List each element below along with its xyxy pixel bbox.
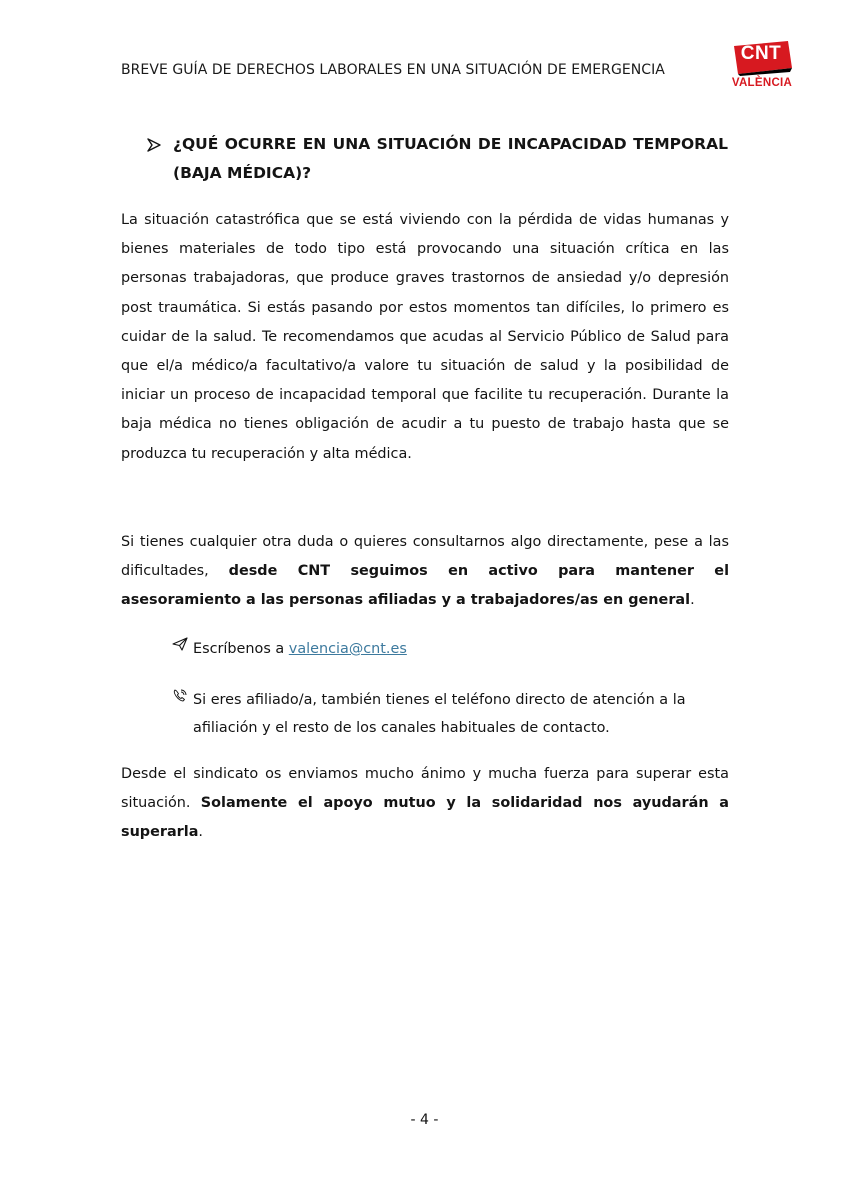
contact-email-text [193,635,729,663]
paragraph-sick-leave: La situación catastrófica que se está viviendo con la pérdida de vidas humanas y bienes materiales de todo tipo está provocando una situación crítica en las personas trabajadoras, que produce graves trastornos de ansiedad y/o depresión post traumática. Si estás pasando por estos momentos tan difíciles, lo primero es cuidar de la salud. Te recomendamos que acudas al Servicio Público de Salud para que el/a médico/a facultativo/a valore tu situación de salud y la posibilidad de iniciar un proceso de incapacidad temporal que facilite tu recuperación. Durante la baja médica no tienes obligación de acudir a tu puesto de trabajo hasta que se produzca tu recuperación y alta médica. [121,212,729,462]
heading-text: ¿QUÉ OCURRE EN UNA SITUACIÓN DE INCAPACIDAD TEMPORAL (BAJA MÉDICA)? [173,135,728,182]
paragraph-closing-end: . [198,824,203,841]
paragraph-contact-bold: desde CNT seguimos en activo para mantener el asesoramiento a las personas afiliadas y a trabajadores/as en general [121,563,729,609]
paragraph-contact [121,528,729,616]
contact-phone-text: Si eres afiliado/a, también tienes el teléfono directo de atención a la afiliación y el resto de los canales habituales de contacto. [193,692,686,736]
email-prefix: Escríbenos a [193,641,289,657]
paper-plane-icon [172,637,188,651]
email-link[interactable]: valencia@cnt.es [288,641,407,657]
logo-text-cnt: CNT [740,43,782,64]
paragraph-contact-end: . [690,592,695,609]
phone-icon [172,688,189,704]
page-number: - 4 - [410,1112,439,1128]
paragraph-closing [121,760,729,848]
paragraph-closing-bold: Solamente el apoyo mutuo y la solidaridad nos ayudarán a superarla [121,795,730,841]
paragraph-contact-text: Si tienes cualquier otra duda o quieres consultarnos algo directamente, pese a las dificultades, [121,534,729,580]
cnt-valencia-logo [730,40,796,92]
header-title: BREVE GUÍA DE DERECHOS LABORALES EN UNA SITUACIÓN DE EMERGENCIA [121,62,665,78]
paragraph-closing-text: Desde el sindicato os enviamos mucho ánimo y mucha fuerza para superar esta situación. [121,766,729,812]
arrowhead-bullet-icon [147,138,161,152]
logo-text-valencia: VALÈNCIA [731,77,793,89]
